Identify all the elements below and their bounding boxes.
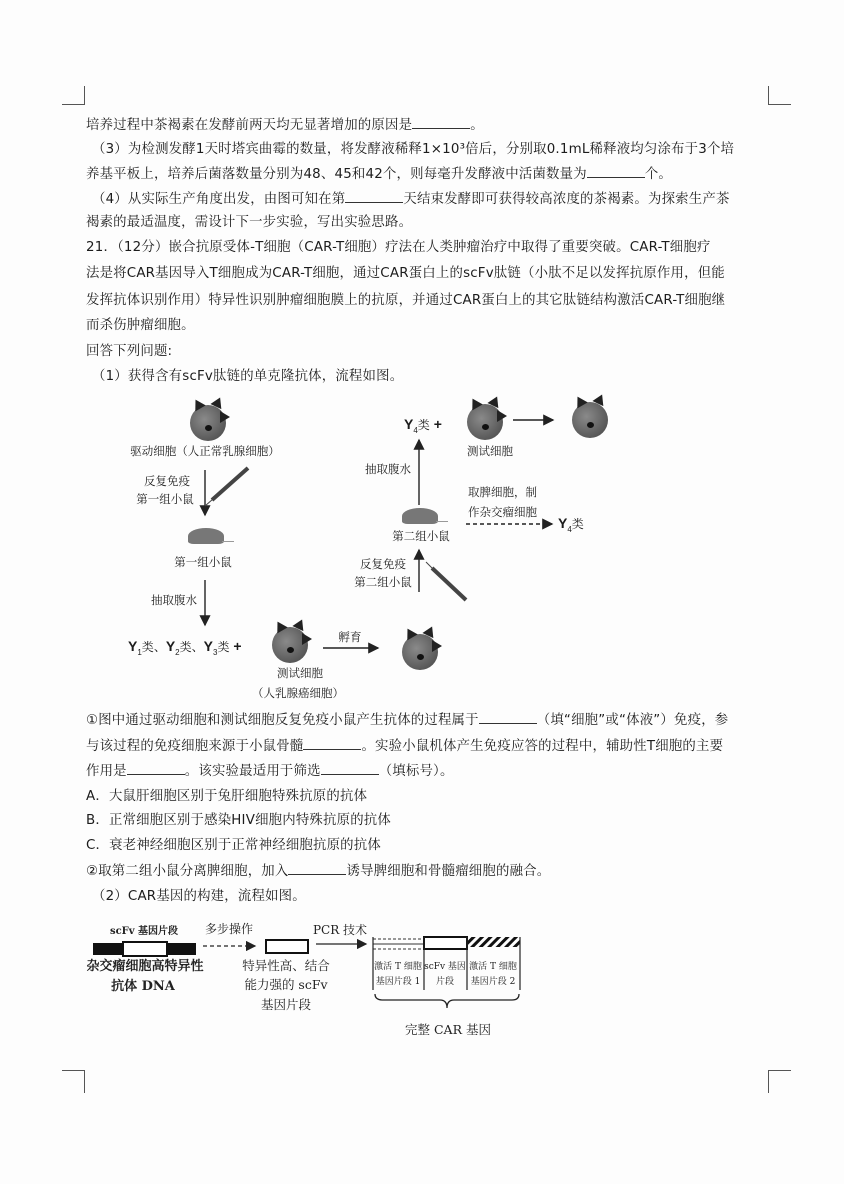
- text-line: 回答下列问题:: [86, 344, 173, 359]
- text: 类: [217, 640, 230, 654]
- test-cell-label: 测试细胞: [277, 666, 323, 680]
- test-cell-icon: [272, 627, 308, 663]
- segment-1-label: 基因片段 1: [375, 977, 421, 987]
- question-21-stem: 21．（12分）嵌合抗原受体-T细胞（CAR-T细胞）疗法在人类肿瘤治疗中取得了重要突破。CAR-T细胞疗: [86, 240, 711, 255]
- text: 2: [175, 647, 180, 657]
- label: 基因片段: [260, 997, 312, 1012]
- text: Y: [128, 638, 138, 654]
- label: 能力强的 scFv: [244, 977, 328, 992]
- segment-1-label: 激活 T 细胞: [374, 962, 422, 972]
- segment-3-label: 激活 T 细胞: [469, 962, 517, 972]
- complete-car-gene-label: 完整 CAR 基因: [405, 1022, 491, 1037]
- test-cell-icon: [467, 404, 503, 440]
- text: +: [433, 416, 442, 432]
- text: 养基平板上，培养后菌落数量分别为48、45和42个，则每毫升发酵液中活菌数量为: [86, 167, 587, 182]
- scfv-segment: [122, 941, 168, 957]
- label: 抗体 DNA: [111, 979, 175, 994]
- label: 反复免疫: [360, 557, 406, 571]
- label: PCR 技术: [312, 923, 368, 937]
- label: 作杂交瘤细胞: [468, 505, 537, 519]
- text: （填标号）。: [378, 764, 454, 779]
- text-line: 而杀伤肿瘤细胞。: [86, 318, 195, 333]
- segment-2-label: scFv 基因: [424, 962, 466, 972]
- scfv-fragment-box: [265, 939, 309, 954]
- text-line: [86, 761, 454, 782]
- test-cell-sublabel: （人乳腺癌细胞）: [252, 686, 344, 700]
- label: 孵育: [338, 630, 362, 644]
- driver-cell-icon: [190, 405, 226, 441]
- text-line: 法是将CAR基因导入T细胞成为CAR-T细胞，通过CAR蛋白上的scFv肽链（小肽不足以发挥抗原作用，但能: [86, 266, 725, 281]
- text: ①图中通过驱动细胞和测试细胞反复免疫小鼠产生抗体的过程属于: [86, 713, 479, 728]
- text: 4: [567, 524, 572, 534]
- text: 。: [470, 118, 484, 133]
- mouse-group-1-label: 第一组小鼠: [174, 555, 232, 569]
- text: Y: [558, 515, 568, 531]
- text: （填“细胞”或“体液”）免疫，参: [536, 713, 729, 728]
- mouse-group-2-label: 第二组小鼠: [392, 529, 450, 543]
- syringe-icon: [426, 562, 466, 600]
- answer-blank[interactable]: [127, 761, 185, 775]
- text-line: 发挥抗体识别作用）特异性识别肿瘤细胞膜上的抗原，并通过CAR蛋白上的其它肽链结构激活CAR-T细胞继: [86, 293, 726, 308]
- text-line: 褐素的最适温度，需设计下一步实验，写出实验思路。: [86, 215, 413, 230]
- text: Y: [404, 416, 414, 432]
- text: +: [233, 638, 242, 654]
- label: 第二组小鼠: [354, 575, 412, 589]
- text: ②取第二组小鼠分离脾细胞，加入: [86, 864, 289, 879]
- mouse-icon: [402, 508, 438, 524]
- test-cell-label: 测试细胞: [467, 444, 513, 458]
- question-1-2: [86, 861, 550, 882]
- answer-blank[interactable]: [321, 761, 379, 775]
- antibody-y4: [404, 416, 442, 435]
- text: 个。: [644, 167, 672, 182]
- sub-question-2: （2）CAR基因的构建，流程如图。: [92, 889, 306, 904]
- text: 。实验小鼠机体产生免疫应答的过程中，辅助性T细胞的主要: [361, 739, 724, 754]
- antibody-y4: [558, 515, 584, 534]
- question-1-1: [86, 710, 728, 731]
- question-3: （3）为检测发酵1天时塔宾曲霉的数量，将发酵液稀释1×10³倍后，分别取0.1mL稀释液均匀涂布于3个培: [92, 142, 735, 157]
- answer-blank[interactable]: [303, 736, 361, 750]
- text: 1: [137, 647, 142, 657]
- text: 。该实验最适用于筛选: [184, 764, 321, 779]
- corner-mark-bottom-left: [62, 1070, 85, 1093]
- driver-cell-label: 驱动细胞（人正常乳腺细胞）: [130, 444, 280, 458]
- text: 4: [413, 425, 418, 435]
- segment-2-label: 片段: [435, 977, 455, 987]
- text: （4）从实际生产角度出发，由图可知在第: [92, 192, 346, 207]
- text: 作用是: [86, 764, 127, 779]
- text: 类: [179, 640, 192, 654]
- antibody-bound-cell-icon: [402, 634, 438, 670]
- scfv-fragment-label: scFv 基因片段: [109, 926, 179, 937]
- text-line: [86, 736, 723, 757]
- text: 诱导脾细胞和骨髓瘤细胞的融合。: [346, 864, 551, 879]
- text: 、: [153, 640, 166, 654]
- text: Y: [165, 638, 176, 654]
- label: 第一组小鼠: [136, 492, 194, 506]
- text: 类: [571, 517, 584, 531]
- label: 杂交瘤细胞高特异性: [86, 959, 204, 974]
- text: 类: [141, 640, 154, 654]
- option-a: A．大鼠肝细胞区别于兔肝细胞特殊抗原的抗体: [86, 789, 368, 804]
- text: 培养过程中茶褐素在发酵前两天均无显著增加的原因是: [86, 118, 413, 133]
- answer-blank[interactable]: [288, 861, 346, 875]
- label: 特异性高、结合: [242, 958, 330, 973]
- label: 抽取腹水: [151, 593, 197, 607]
- sub-question-1: （1）获得含有scFv肽链的单克隆抗体，流程如图。: [92, 369, 404, 384]
- label: 抽取腹水: [365, 462, 411, 476]
- antibody-list: [128, 638, 242, 657]
- text: 、: [191, 640, 204, 654]
- text: Y: [203, 638, 213, 654]
- answer-blank[interactable]: [479, 710, 537, 724]
- text: 3: [213, 647, 218, 657]
- syringe-icon: [205, 468, 248, 506]
- brace: [375, 994, 519, 1008]
- lysed-cell-icon: [572, 402, 608, 438]
- corner-mark-bottom-right: [768, 1070, 791, 1093]
- text: 类: [417, 418, 430, 432]
- text: 与该过程的免疫细胞来源于小鼠骨髓: [86, 739, 304, 754]
- label: 取脾细胞，制: [468, 485, 537, 499]
- label: 反复免疫: [144, 474, 190, 488]
- option-c: C．衰老神经细胞区别于正常神经细胞抗原的抗体: [86, 838, 381, 853]
- label: 多步操作: [204, 922, 254, 936]
- segment-3-label: 基因片段 2: [470, 977, 516, 987]
- mouse-icon: [188, 528, 224, 544]
- option-b: B．正常细胞区别于感染HIV细胞内特殊抗原的抗体: [86, 813, 391, 828]
- text: 天结束发酵即可获得较高浓度的茶褐素。为探索生产茶: [403, 192, 730, 207]
